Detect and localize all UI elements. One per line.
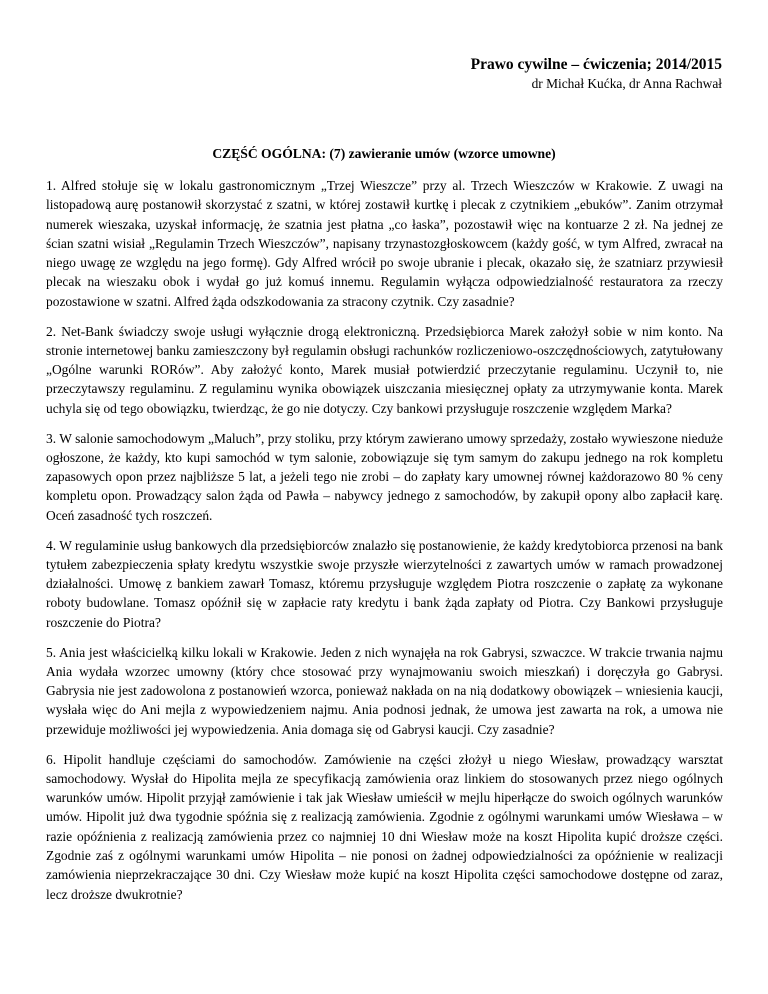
task-2: 2. Net-Bank świadczy swoje usługi wyłącznie drogą elektroniczną. Przedsiębiorca Marek założył sobie w nim konto. Na stronie internetowej banku zamieszczony był regulamin obsługi rachunków rozliczeniowo-oszczędnościowych, zatytułowany „Ogólne warunki RORów”. Aby założyć konto, Marek musiał potwierdzić przeczytanie regulaminu. Uczynił to, nie przeczytawszy regulaminu. Z regulaminu wynika obowiązek uiszczania miesięcznej opłaty za utrzymywanie konta. Marek uchyla się od tego obowiązku, twierdząc, że go nie dotyczy. Czy bankowi przysługuje roszczenie względem Marka? <box>46 323 723 416</box>
document-header <box>471 56 722 92</box>
task-3: 3. W salonie samochodowym „Maluch”, przy stoliku, przy którym zawierano umowy sprzedaży, zostało wywieszone nieduże ogłoszone, że każdy, kto kupi samochód w tym salonie, zobowiązuje się tym samym do zakupu jednego na rok kompletu zapasowych opon przez najbliższe 5 lat, a jeżeli tego nie zrobi – do zapłaty kary umownej równej każdorazowo 80 % ceny kompletu opon. Prowadzący salon żąda od Pawła – nabywcy jednego z samochodów, by zakupił opony albo zapłacił karę. Oceń zasadność tych roszczeń. <box>46 430 723 523</box>
task-list <box>46 176 723 914</box>
document-authors: dr Michał Kućka, dr Anna Rachwał <box>531 76 722 91</box>
task-4: 4. W regulaminie usług bankowych dla przedsiębiorców znalazło się postanowienie, że każdy kredytobiorca przenosi na bank tytułem zabezpieczenia spłaty kredytu wszystkie swoje przyszłe wierzytelności z zawartych umów w ramach prowadzonej działalności. Umowę z bankiem zawarł Tomasz, któremu przysługuje względem Piotra roszczenie o zapłatę za wykonane roboty budowlane. Tomasz opóźnił się w zapłacie raty kredytu i bank żąda zapłaty od Piotra. Czy Bankowi przysługuje roszczenie do Piotra? <box>46 537 723 630</box>
task-1: 1. Alfred stołuje się w lokalu gastronomicznym „Trzej Wieszcze” przy al. Trzech Wieszczów w Krakowie. Z uwagi na listopadową aurę postanowił skorzystać z szatni, w której zostawił kurtkę i plecak z czytnikiem „ebuków”. Zanim otrzymał numerek wieszaka, uzyskał informację, że szatnia jest płatna „co łaska”, pozostawił więc na kontuarze 2 zł. Na jednej ze ścian szatni wisiał „Regulamin Trzech Wieszczów”, napisany trzynastozgłoskowcem (każdy gość, w tym Alfred, zwracał na niego uwagę ze względu na jego formę). Gdy Alfred wrócił po swoje ubranie i plecak, okazało się, że szatniarz przywiesił plecak na wieszaku obok i wydał go już komuś innemu. Regulamin wyłącza odpowiedzialność restauratora za rzeczy pozostawione w szatni. Alfred żąda odszkodowania za stracony czytnik. Czy zasadnie? <box>46 178 723 309</box>
document-title: Prawo cywilne – ćwiczenia; 2014/2015 <box>470 56 722 73</box>
task-5: 5. Ania jest właścicielką kilku lokali w Krakowie. Jeden z nich wynajęła na rok Gabrysi, szwaczce. W trakcie trwania najmu Ania wydała wzorzec umowny (który chce stosować przy wynajmowaniu swoich mieszkań) i doręczyła go Gabrysi. Gabrysia nie jest zadowolona z postanowień wzorca, ponieważ nakłada on na nią dodatkowy obowiązek – wniesienia kaucji, wysłała więc do Ani mejla z wypowiedzeniem najmu. Ania podnosi jednak, że umowa jest zawarta na rok, a umowa nie przewiduje możliwości jej wypowiedzenia. Ania domaga się od Gabrysi kaucji. Czy zasadnie? <box>46 644 723 737</box>
task-6: 6. Hipolit handluje częściami do samochodów. Zamówienie na części złożył u niego Wiesław, prowadzący warsztat samochodowy. Wysłał do Hipolita mejla ze specyfikacją zamówienia oraz linkiem do stosowanych przez niego ogólnych warunków umów. Hipolit przyjął zamówienie i tak jak Wiesław umieścił w mejlu hiperłącze do swoich ogólnych warunków umów. Hipolit już dwa tygodnie spóźnia się z realizacją zamówienia. Zgodnie z ogólnymi warunkami umów Wiesława – w razie opóźnienia z realizacją zamówienia przez co najmniej 10 dni Wiesław może na koszt Hipolita kupić droższe części. Zgodnie zaś z ogólnymi warunkami umów Hipolita – nie ponosi on żadnej odpowiedzialności za opóźnienie w realizacji zamówienia nieprzekraczające 30 dni. Czy Wiesław może kupić na koszt Hipolita części samochodowe dostępne od zaraz, lecz droższe dwukrotnie? <box>46 751 723 902</box>
section-title: CZĘŚĆ OGÓLNA: (7) zawieranie umów (wzorce umowne) <box>212 146 556 161</box>
